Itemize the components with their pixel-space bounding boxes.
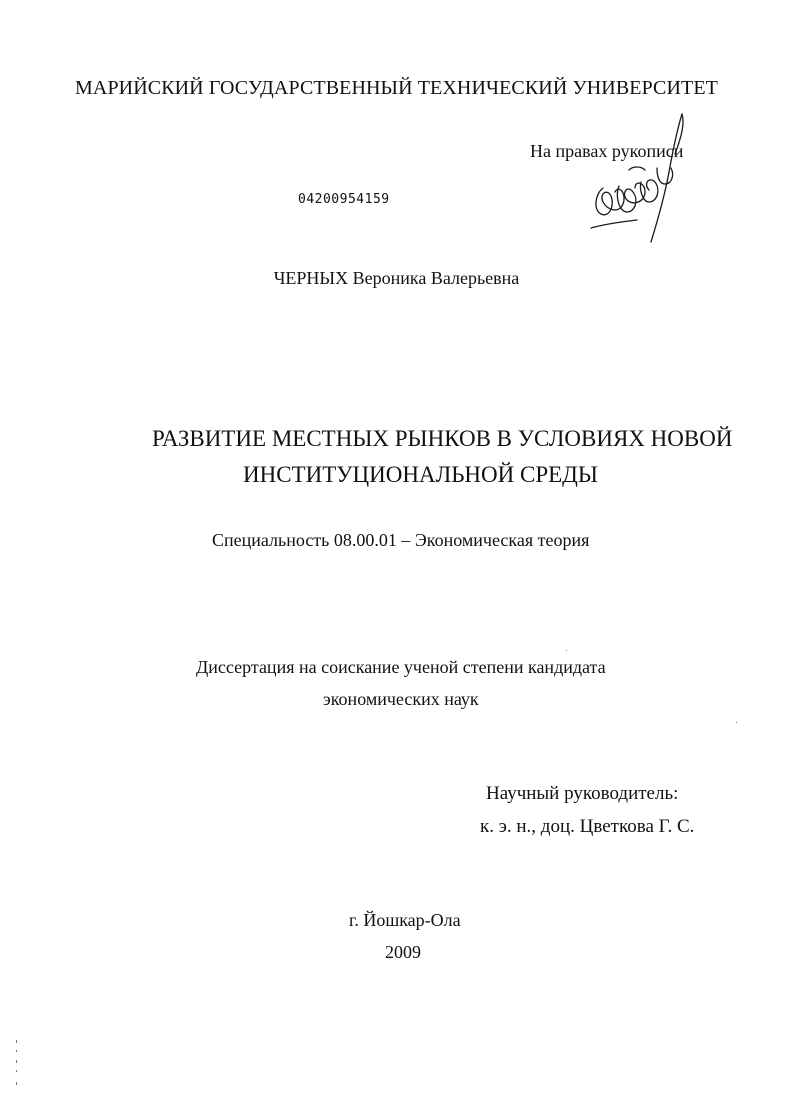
author-name: ЧЕРНЫХ Вероника Валерьевна: [273, 268, 520, 288]
year: 2009: [385, 942, 421, 962]
university-name: МАРИЙСКИЙ ГОСУДАРСТВЕННЫЙ ТЕХНИЧЕСКИЙ УНИВЕРСИТЕТ: [75, 77, 718, 99]
manuscript-rights-note: На правах рукописи: [530, 141, 684, 161]
supervisor-name: к. э. н., доц. Цветкова Г. С.: [480, 816, 695, 837]
specialty-line: Специальность 08.00.01 – Экономическая теория: [212, 530, 590, 550]
city: г. Йошкар-Ола: [349, 910, 461, 930]
degree-statement-line-1: Диссертация на соискание ученой степени кандидата: [196, 657, 606, 677]
dissertation-title-line-1: РАЗВИТИЕ МЕСТНЫХ РЫНКОВ В УСЛОВИЯХ НОВОЙ: [152, 426, 733, 451]
dissertation-title-line-2: ИНСТИТУЦИОНАЛЬНОЙ СРЕДЫ: [243, 462, 598, 487]
handwritten-signature: [585, 110, 697, 250]
supervisor-label: Научный руководитель:: [486, 783, 679, 804]
degree-statement-line-2: экономических наук: [323, 689, 479, 709]
catalog-number: 04200954159: [298, 192, 390, 207]
